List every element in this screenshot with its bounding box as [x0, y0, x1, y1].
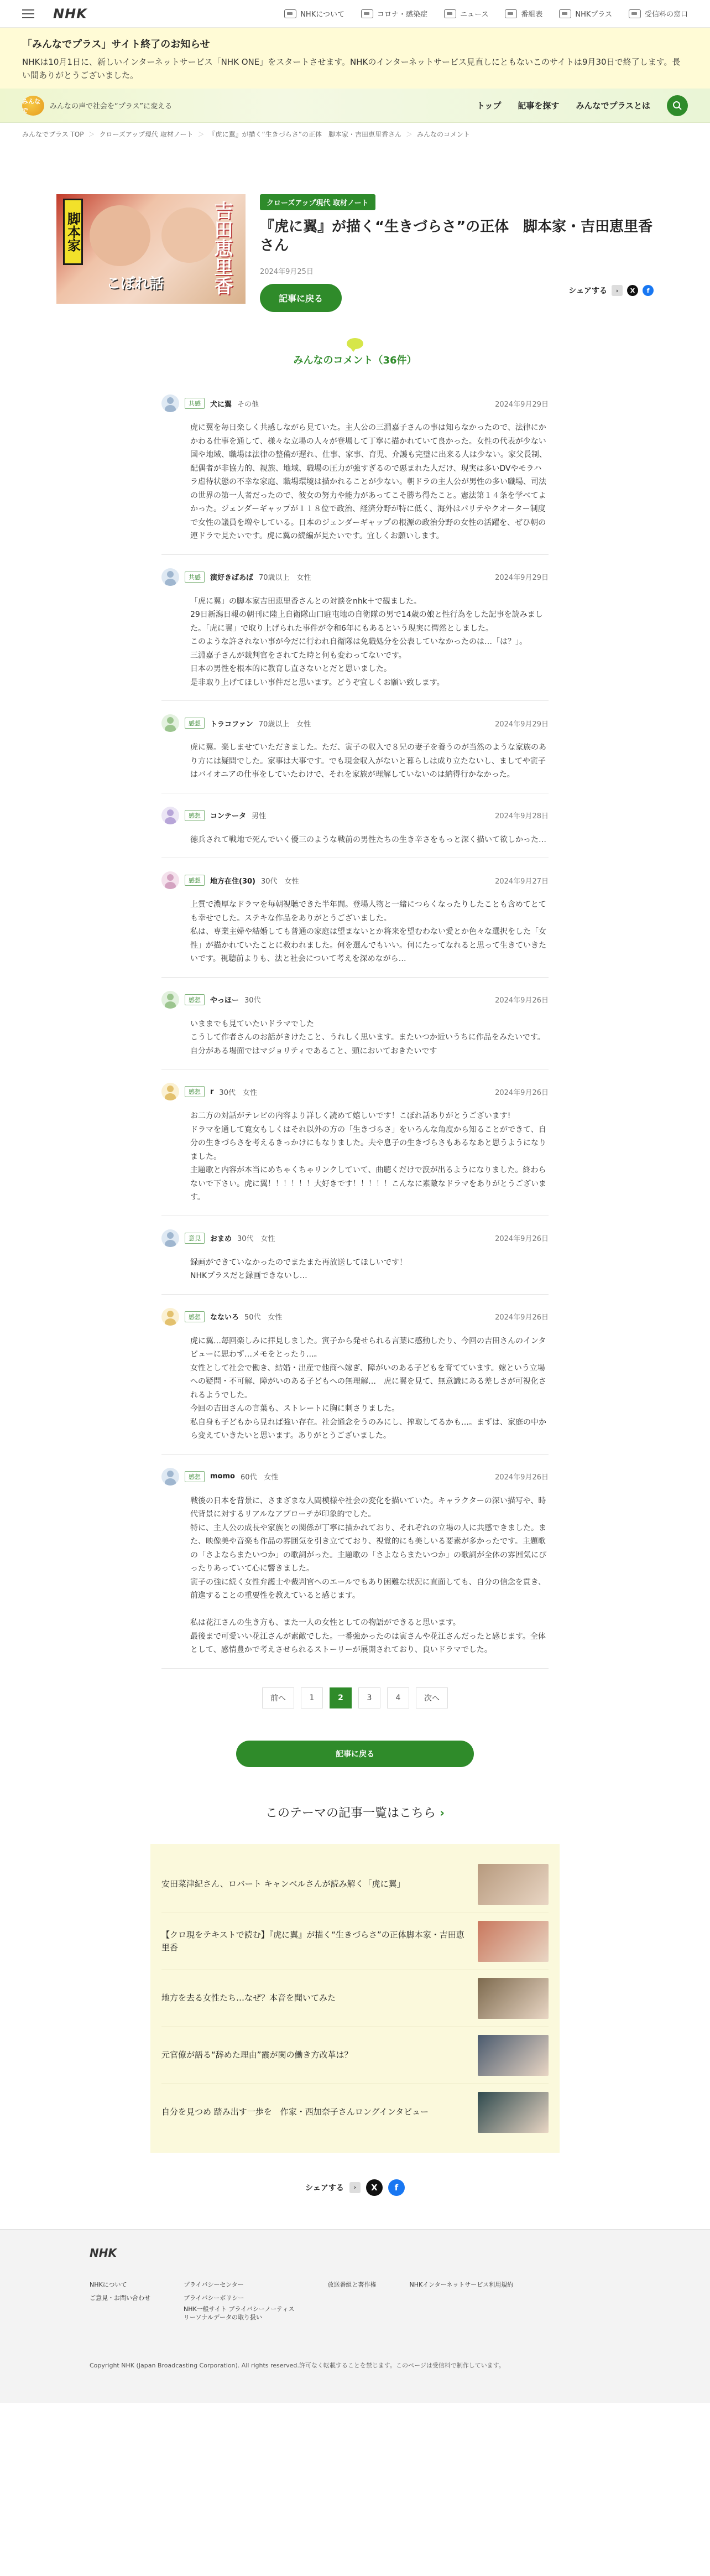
comment-type-badge: 感想 [185, 875, 205, 886]
commenter-attributes: 男性 [252, 812, 267, 820]
thumb-label-right: 吉田恵里香 [211, 201, 233, 295]
brand-tagline: みんなの声で社会を“プラス”に変える [50, 102, 173, 111]
related-article-thumbnail [478, 1978, 549, 2019]
comment-type-badge: 感想 [185, 718, 205, 729]
commenter-attributes: 30代 女性 [237, 1235, 275, 1243]
related-article-title: 地方を去る女性たち…なぜ？本音を聞いてみた [161, 1993, 336, 2003]
breadcrumb-article[interactable]: 『虎に翼』が描く“生きづらさ”の正体 脚本家・吉田恵里香さん [208, 131, 401, 138]
comment-list [161, 381, 549, 1669]
comment-item [161, 1295, 549, 1455]
back-to-article-bottom-button[interactable]: 記事に戻る [236, 1741, 474, 1767]
notice-body: NHKは10月1日に、新しいインターネットサービス「NHK ONE」をスタートさせます。NHKのインターネットサービス見直しにともないこのサイトは9月30日で終了します。長い間ありがとうございました。 [22, 57, 681, 80]
commenter-name: コンテータ [210, 812, 247, 820]
commenter-name: r [210, 1087, 214, 1096]
top-link[interactable] [505, 8, 542, 19]
related-article[interactable] [161, 1913, 549, 1970]
thumb-label-bottom: こぼれ話 [106, 276, 164, 292]
avatar [161, 807, 179, 824]
comment-body: 虎に翼。楽しませていただきました。ただ、寅子の収入で８兄の妻子を養うのが当然のような家族のあり方には疑問でした。家事は大事です。でも現金収入がないと暮らしは成り立たないし、ましてや寅子はバイオニアの仕事をしていたわけで、それを家族が理解していないのは納得行かなかった。 [190, 743, 546, 779]
comment-type-badge: 感想 [185, 994, 205, 1005]
notice-banner [0, 28, 710, 89]
theme-articles-label: このテーマの記事一覧はこちら [265, 1806, 436, 1820]
commenter-attributes: その他 [237, 400, 259, 409]
commenter-name: おまめ [210, 1235, 232, 1243]
footer-col-4 [409, 2278, 513, 2322]
related-article[interactable] [161, 1970, 549, 2027]
top-link-icon [361, 9, 373, 18]
commenter-attributes: 50代 女性 [244, 1313, 283, 1322]
top-link-icon [559, 9, 571, 18]
related-article-thumbnail [478, 1921, 549, 1962]
commenter-name: 犬に翼 [210, 400, 232, 409]
nav-top[interactable]: トップ [476, 101, 502, 111]
brand-logo-icon: みんなで [22, 96, 44, 116]
bottom-share-label: シェアする [305, 2183, 344, 2193]
footer-link[interactable]: 放送番組と著作権 [327, 2281, 377, 2288]
facebook-share-icon[interactable]: f [643, 285, 654, 296]
commenter-name: トラコファン [210, 720, 253, 729]
comment-item [161, 978, 549, 1070]
brand[interactable] [22, 96, 172, 116]
comment-item [161, 793, 549, 859]
facebook-share-icon[interactable]: f [388, 2179, 405, 2196]
related-article[interactable] [161, 2027, 549, 2084]
commenter-attributes: 30代 女性 [260, 877, 299, 886]
pagination-page[interactable]: 4 [387, 1687, 409, 1708]
comment-item [161, 1216, 549, 1295]
footer-link[interactable]: ご意見・お問い合わせ [90, 2294, 150, 2302]
share-bar [568, 285, 654, 296]
article-category-tag[interactable]: クローズアップ現代 取材ノート [260, 194, 375, 210]
article-date: 2024年9月25日 [260, 267, 314, 276]
breadcrumb-current: みんなのコメント [416, 131, 470, 138]
comment-type-badge: 共感 [185, 398, 205, 409]
comments-count-title: みんなのコメント（36件） [293, 355, 417, 366]
bottom-share-bar [0, 2179, 710, 2196]
comment-type-badge: 感想 [185, 810, 205, 821]
comments-header [0, 338, 710, 367]
commenter-name: 演好きばあば [210, 574, 254, 582]
comment-type-badge: 感想 [185, 1311, 205, 1322]
pagination-page[interactable]: 1 [301, 1687, 323, 1708]
top-link-icon [444, 9, 456, 18]
footer-link[interactable]: NHKインターネットサービス利用規約 [409, 2281, 514, 2288]
thumb-label-left: 脚本家 [63, 199, 83, 265]
nav-about[interactable]: みんなでプラスとは [576, 101, 650, 111]
commenter-attributes: 70歳以上 女性 [259, 574, 311, 582]
related-article-thumbnail [478, 2092, 549, 2133]
pagination-prev[interactable]: 前へ [262, 1687, 294, 1708]
related-article-title: 【クロ現をテキストで読む】『虎に翼』が描く“生きづらさ”の正体脚本家・吉田恵里香 [161, 1930, 464, 1952]
notice-title: 「みんなでプラス」サイト終了のお知らせ [22, 39, 210, 50]
comment-body: 虎に翼…毎回楽しみに拝見しました。寅子から発せられる言葉に感動したり、今回の吉田さんのインタビューに思わず…メモをとったり…。 女性として社会で働き、結婚・出産で他商へ嫁ぎ、障がいのある子どもを育てています。嫁という立場への疑問・不可解、障がいのある子どもへの無理解… 虎に翼を見て、無意識にある差しさが可視化されるようでした。 今回の吉田さんの言葉も、ストレートに胸に刺さりました。 私自身も子どもから見れば強い存在。社会通念をうのみにし、搾取してるかも…。まずは、家庭の中から変えていきたいと思います。ありがとうございました。 [190, 1336, 546, 1440]
footer-link[interactable]: リーソナルデータの取り扱い [184, 2314, 263, 2321]
related-articles [150, 1844, 560, 2153]
comment-date: 2024年9月26日 [495, 996, 549, 1005]
footer-link[interactable]: NHK一般サイト プライバシーノーティス [184, 2305, 295, 2313]
x-share-icon[interactable]: X [627, 285, 638, 296]
comment-body: 戦後の日本を背景に、さまざまな人間模様や社会の変化を描いていた。キャラクターの深い描写や、時代背景に対するリアルなアプローチが印象的でした。 特に、主人公の成長や家族との関係が丁寧に描かれており、それぞれの立場の人に共感できました。また、映像美や音楽も作品の雰囲気を引き立てており、視覚的にも美しいる要素が多かったです。主題歌の「さよならまたいつか」の歌詞がった。主題歌の「さよならまたいつか」の歌詞が全体の雰囲気にぴったりあっていて心に響きました。 寅子の強に続く女性弁護士や裁判官へのエールでもあり困難な状況に直面しても、自分の信念を貫き、前進することの重要性を教えていると感じます。 私は花江さんの生き方も、また一人の女性としての物語ができると思います。 最後まで可愛いい花江さんが素敵でした。一番強かったのは寅さんや花江さんだったと感じます。全体として、感情豊かで考えさせられるストーリーが展開されており、良いドラマでした。 [190, 1496, 546, 1654]
comment-body: 「虎に翼」の脚本家吉田恵里香さんとの対談をnhk＋で観ました。 29日新潟日報の朝刊に陸上自衛隊山口駐屯地の自衛隊の男で14歳の娘と性行為をした記事を読みました。「虎に翼」で取り上げられた事件が令和6年にもあるという現実に愕然としました。 このような許されない事が今だに行われ自衛隊は免職処分を公表していなかったのは…「は？」。 三淵嘉子さんが裁判官をされてた時と何も変わってないです。 日本の男性を根本的に教育し直さないとだと思いました。 是非取り上げてほしい事件だと思います。どうぞ宜しくお願い致します。 [190, 596, 543, 687]
commenter-name: 地方在住(30) [210, 877, 255, 886]
comment-type-badge: 共感 [185, 572, 205, 583]
avatar [161, 991, 179, 1009]
top-link-label: 受信料の窓口 [644, 11, 688, 19]
comment-item [161, 701, 549, 793]
avatar [161, 1468, 179, 1486]
comment-item [161, 1069, 549, 1216]
comment-date: 2024年9月26日 [495, 1088, 549, 1097]
avatar [161, 1308, 179, 1326]
search-icon [672, 101, 682, 111]
comment-type-badge: 感想 [185, 1471, 205, 1482]
footer-link[interactable]: プライバシーポリシー [184, 2294, 244, 2302]
top-bar [0, 0, 710, 28]
comment-body: お二方の対話がテレビの内容より詳しく読めて嬉しいです！こぼれ話ありがとうございます! ドラマを通して寛女もしくはそれ以外の方の「生きづらさ」をいろんな角度から知ることができて、自分の生きづらさを考えるきっかけにもなりました。夫や息子の生きづらさもあるなあと思うようになりました。 主題歌と内容が本当にめちゃくちゃリンクしていて、曲聴くだけで涙が出るようになりました。終わらないで下さい。虎に翼！！！！！！大好きです！！！！！こんなに素敵なドラマをありがとうございます。 [190, 1112, 546, 1202]
avatar [161, 714, 179, 732]
footer-col-3 [327, 2278, 376, 2322]
footer [0, 2229, 710, 2403]
comment-body: 上質で濃厚なドラマを毎朝視聴できた半年間。登場人物と一緒につらくなったりしたことも含めてとても幸せでした。ステキな作品をありがとうございました。 私は、専業主婦や結婚しても普通の家庭は望まないとか将来を望むわない愛とか色々な選択をした「女性」が描かれていたことに救われました。何を選んでもいい。何にたってなれると思って生きていきたいです。視聴前よりも、法と社会について考えを深めながら… [190, 900, 546, 963]
commenter-attributes: 70歳以上 女性 [258, 720, 311, 729]
related-article-thumbnail [478, 2035, 549, 2076]
top-link[interactable] [284, 8, 344, 19]
comment-item [161, 555, 549, 702]
comment-date: 2024年9月28日 [495, 812, 549, 820]
top-link-icon [284, 9, 296, 18]
comment-date: 2024年9月29日 [495, 720, 549, 729]
comment-date: 2024年9月26日 [495, 1313, 549, 1322]
avatar [161, 1083, 179, 1100]
comment-body: 徳兵されて戦地で死んでいく優三のような戦前の男性たちの生き辛さをもっと深く描いて欲しかった… [190, 835, 546, 844]
top-link-label: 番組表 [521, 11, 543, 19]
site-nav [0, 89, 710, 123]
article-header [56, 194, 654, 305]
breadcrumb-series[interactable]: クローズアップ現代 取材ノート [99, 131, 194, 138]
chevron-right-icon: › [439, 1806, 445, 1820]
commenter-attributes: 30代 [244, 996, 261, 1005]
comment-body: 録画ができていなかったのでまたまた再放送してほしいです！ NHKプラスだと録画できないし… [190, 1258, 407, 1280]
comment-body: いままでも見ていたいドラマでした こうして作者さんのお話がきけたこと、うれしく思います。またいつか近いうちに作品をみたいです。自分がある場面ではマジョリティであること、頭においておきたいです [190, 1019, 545, 1056]
top-link[interactable] [559, 8, 612, 19]
related-article-title: 安田菜津紀さん、ロバート キャンベルさんが読み解く「虎に翼」 [161, 1879, 405, 1889]
pagination-page[interactable]: 2 [330, 1687, 352, 1708]
pagination [0, 1687, 710, 1708]
search-button[interactable] [667, 95, 688, 116]
top-link[interactable] [629, 8, 688, 19]
comment-type-badge: 感想 [185, 1086, 205, 1097]
comment-date: 2024年9月29日 [495, 400, 549, 409]
article-title: 『虎に翼』が描く“生きづらさ”の正体 脚本家・吉田恵里香さん [260, 219, 653, 254]
pagination-page[interactable]: 3 [358, 1687, 380, 1708]
footer-link[interactable]: プライバシーセンター [184, 2281, 244, 2288]
speech-bubble-icon [347, 338, 363, 349]
commenter-name: やっほー [210, 996, 239, 1005]
footer-nhk-logo[interactable]: NHK [90, 2246, 117, 2260]
chevron-right-icon: › [349, 2182, 361, 2193]
theme-articles-link[interactable] [0, 1804, 710, 1821]
related-article-title: 自分を見つめ 踏み出す一歩を 作家・西加奈子さんロングインタビュー [161, 2107, 429, 2117]
top-link-label: コロナ・感染症 [377, 11, 427, 19]
x-share-icon[interactable]: X [366, 2179, 383, 2196]
footer-col-2 [184, 2278, 294, 2322]
related-article-thumbnail [478, 1864, 549, 1905]
breadcrumb-top[interactable]: みんなでプラス TOP [22, 131, 84, 138]
avatar [161, 871, 179, 889]
comment-date: 2024年9月26日 [495, 1473, 549, 1482]
related-article[interactable] [161, 2084, 549, 2141]
menu-icon[interactable] [22, 9, 34, 18]
footer-link[interactable]: NHKについて [90, 2281, 127, 2288]
commenter-attributes: 60代 女性 [240, 1473, 279, 1482]
back-to-article-button[interactable]: 記事に戻る [260, 284, 342, 312]
comment-body: 虎に翼を毎日楽しく共感しながら見ていた。主人公の三淵嘉子さんの事は知らなかったので、法律にかかわる仕事を通して、様々な立場の人々が登場して丁寧に描かれていて良かった。女性の代表が少ない国や地域、職場は法律の整備が遅れ、仕事、家事、育児、介護も完璧に出来る人は少ない。家父長制、配偶者が非協力的、親族、地域、職場の圧力が強すぎるので悪まれた人だけ、現実は多いDVやモラハラ虐待状態の不幸な家庭、職場環境は描かれることが少ない。朝ドラの主人公が男性の多い職場、司法の世界の第一人者だったので、彼女の努力や能力があってこそ勝ち得たこと。憲法第１４条を学べてよかった。ジェンダーギャップが１１８位で政治、経済分野が特に低く、海外はパリテやクオーター制度で女性の議員を増やしている。日本のジェンダーギャップの根源の政治分野の女性の活躍を、ぜひ朝の連ドラで見たいです。虎に翼の続編が見たいです。宜しくお願いします。 [190, 423, 547, 541]
copyright: Copyright NHK (Japan Broadcasting Corporation). All rights reserved.許可なく転載することを禁じます。このページは受信料で制作しています。 [90, 2361, 505, 2369]
top-link[interactable] [444, 8, 488, 19]
commenter-name: momo [210, 1472, 235, 1481]
top-link[interactable] [361, 8, 427, 19]
avatar [161, 568, 179, 586]
related-article[interactable] [161, 1856, 549, 1913]
comment-date: 2024年9月29日 [495, 574, 549, 582]
comment-date: 2024年9月27日 [495, 877, 549, 886]
top-link-icon [505, 9, 517, 18]
top-links [284, 8, 688, 19]
comment-item [161, 1455, 549, 1669]
footer-col-1 [90, 2278, 150, 2322]
comment-item [161, 381, 549, 555]
comment-date: 2024年9月26日 [495, 1235, 549, 1243]
nhk-logo[interactable]: NHK [53, 6, 87, 22]
nav-search-articles[interactable]: 記事を探す [518, 101, 560, 111]
commenter-name: なないろ [210, 1313, 239, 1322]
commenter-attributes: 30代 女性 [219, 1088, 257, 1097]
avatar [161, 1229, 179, 1247]
comment-type-badge: 意見 [185, 1233, 205, 1244]
top-link-label: NHKプラス [575, 11, 612, 19]
breadcrumb: みんなでプラス TOP ＞ クローズアップ現代 取材ノート ＞ 『虎に翼』が描く“生きづらさ”の正体 脚本家・吉田恵里香さん ＞ みんなのコメント [22, 131, 470, 138]
avatar [161, 394, 179, 412]
related-article-title: 元官僚が語る“辞めた理由”霞が関の働き方改革は？ [161, 2050, 353, 2060]
top-link-icon [629, 9, 641, 18]
comment-item [161, 858, 549, 978]
chevron-right-icon: › [612, 285, 623, 296]
top-link-label: ニュース [460, 11, 489, 19]
article-thumbnail [56, 194, 246, 304]
pagination-next[interactable]: 次へ [416, 1687, 448, 1708]
share-label: シェアする [568, 287, 607, 295]
top-link-label: NHKについて [300, 11, 344, 19]
